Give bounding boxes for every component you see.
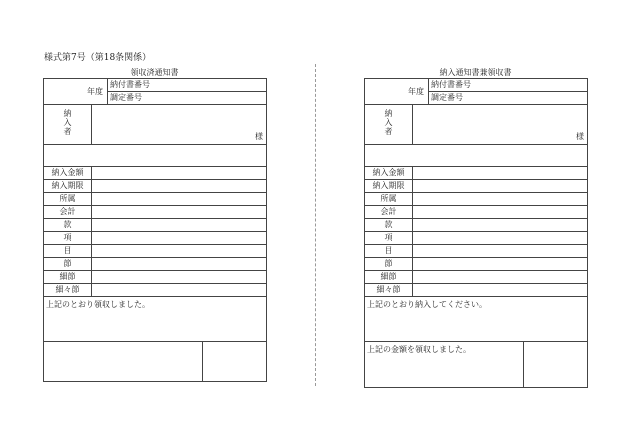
bottom-blank-cell[interactable] [44, 342, 203, 382]
payer-label: 納 入 者 [365, 105, 413, 145]
item-label: 項 [44, 232, 92, 245]
year-cell[interactable] [44, 79, 108, 105]
item-label: 所属 [365, 193, 413, 206]
item-value[interactable] [92, 219, 267, 232]
payment-notice-receipt-form [364, 68, 587, 388]
invoice-number-label: 納付書番号 [110, 80, 150, 89]
payment-instruction: 上記のとおり納入してください。 [365, 297, 588, 342]
item-label: 納入期限 [365, 180, 413, 193]
item-label: 節 [365, 258, 413, 271]
item-value[interactable] [92, 258, 267, 271]
item-value[interactable] [413, 284, 588, 297]
year-label: 年度 [87, 86, 103, 96]
form-table [43, 78, 267, 382]
item-value[interactable] [413, 206, 588, 219]
item-label: 細々節 [365, 284, 413, 297]
cut-line [315, 64, 316, 386]
item-label: 款 [44, 219, 92, 232]
item-value[interactable] [92, 271, 267, 284]
item-value[interactable] [92, 232, 267, 245]
item-label: 細節 [44, 271, 92, 284]
receipt-message: 上記の金額を領収しました。 [365, 342, 524, 388]
invoice-number-cell[interactable] [429, 79, 588, 92]
receipt-message: 上記のとおり領収しました。 [44, 297, 267, 342]
payer-label: 納 入 者 [44, 105, 92, 145]
item-value[interactable] [92, 206, 267, 219]
year-label: 年度 [408, 86, 424, 96]
item-value[interactable] [413, 193, 588, 206]
item-label: 納入金額 [365, 167, 413, 180]
invoice-number-cell[interactable] [108, 79, 267, 92]
form-table [364, 78, 588, 388]
item-value[interactable] [413, 180, 588, 193]
sama-label: 様 [576, 132, 584, 141]
item-value[interactable] [413, 258, 588, 271]
item-label: 細々節 [44, 284, 92, 297]
item-label: 節 [44, 258, 92, 271]
item-value[interactable] [413, 167, 588, 180]
blank-row[interactable] [44, 145, 267, 167]
item-value[interactable] [413, 232, 588, 245]
item-label: 所属 [44, 193, 92, 206]
sama-label: 様 [255, 132, 263, 141]
assessment-number-cell[interactable] [429, 92, 588, 105]
stamp-cell[interactable] [203, 342, 267, 382]
item-label: 目 [365, 245, 413, 258]
assessment-number-label: 調定番号 [110, 93, 142, 102]
item-label: 会計 [44, 206, 92, 219]
item-label: 納入金額 [44, 167, 92, 180]
item-label: 項 [365, 232, 413, 245]
item-label: 納入期限 [44, 180, 92, 193]
item-label: 細節 [365, 271, 413, 284]
stamp-cell[interactable] [524, 342, 588, 388]
item-label: 目 [44, 245, 92, 258]
receipt-notice-form [43, 68, 266, 382]
item-value[interactable] [413, 219, 588, 232]
blank-row[interactable] [365, 145, 588, 167]
item-label: 款 [365, 219, 413, 232]
form-number-label: 様式第7号（第18条関係） [44, 53, 152, 63]
form-title: 領収済通知書 [130, 68, 179, 77]
item-value[interactable] [92, 245, 267, 258]
form-title: 納入通知書兼領収書 [439, 68, 512, 77]
payer-name-field[interactable] [413, 105, 588, 145]
item-value[interactable] [413, 271, 588, 284]
invoice-number-label: 納付書番号 [431, 80, 471, 89]
year-cell[interactable] [365, 79, 429, 105]
item-value[interactable] [92, 284, 267, 297]
item-value[interactable] [92, 167, 267, 180]
item-value[interactable] [92, 180, 267, 193]
assessment-number-cell[interactable] [108, 92, 267, 105]
item-value[interactable] [92, 193, 267, 206]
item-value[interactable] [413, 245, 588, 258]
payer-name-field[interactable] [92, 105, 267, 145]
item-label: 会計 [365, 206, 413, 219]
assessment-number-label: 調定番号 [431, 93, 463, 102]
